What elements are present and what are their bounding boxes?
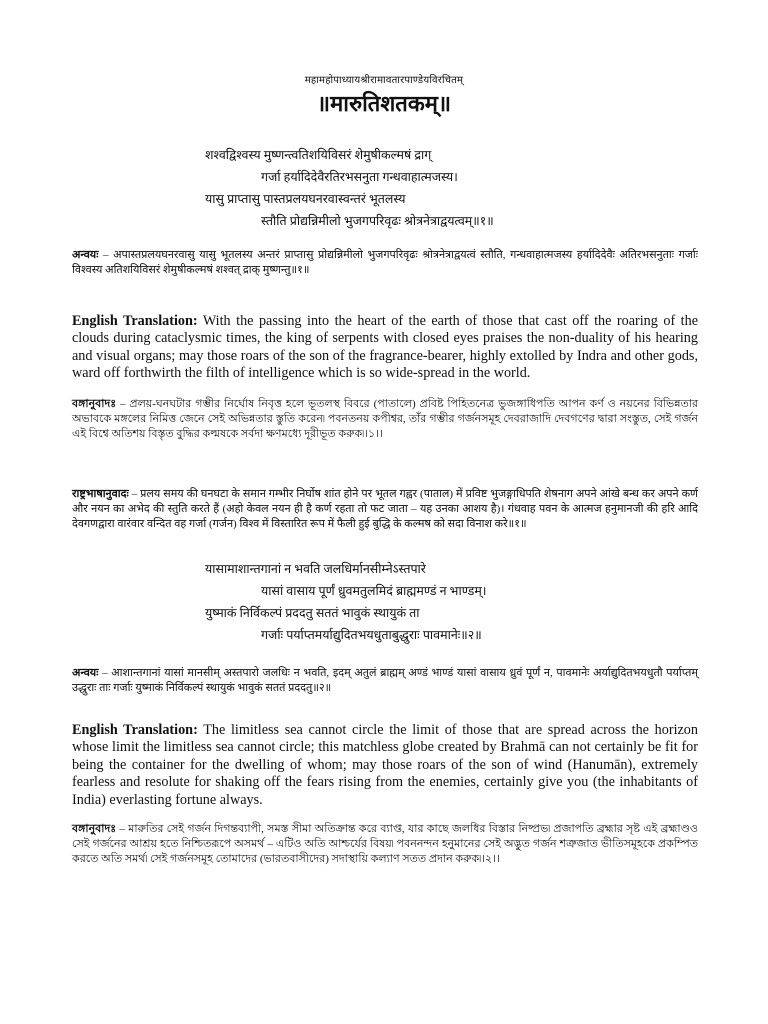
- verse-1-line-2: गर्जा हर्यादिदेवैरतिरभसनुता गन्धवाहात्मजस्य।: [261, 170, 458, 184]
- anvaya-text: – आशान्तगानां यासां मानसीम् अस्तपारो जलधिः न भवति, इदम् अतुलं ब्राह्मम् अण्डं भाण्डं यासां वासाय ध्रुवं पूर्णं न, पावमानेः अर्याद्युदितभयधुतौ पर्याप्तम् उद्धुराः ताः गर्जाः युष्माकं निर्विकल्पं स्थायुकं भावुकं सततं प्रददतु॥२॥: [72, 667, 698, 694]
- verse-2-line-1: यासामाशान्तगानां न भवति जलधिर्मानसीम्नेऽस्तपारे: [205, 562, 426, 576]
- bengali-label: বঙ্গানুবাদঃ: [72, 823, 117, 835]
- english-text: The limitless sea cannot circle the limit of those that are spread across the horizon whose limit the limitless sea cannot circle; this matchless globe created by Brahmā can not certainly be fit for being the container for the dwelling of whom; may those roars of the son of wind (Hanumān), extremely fearless and resolute for shaking off the fears rising from the enemies, certainly give you (the inhabitants of India) everlasting fortune always.: [72, 722, 698, 808]
- english-label: English Translation:: [72, 313, 198, 329]
- verse-1-anvaya: [72, 248, 698, 278]
- verse-2-bengali: [72, 822, 698, 867]
- anvaya-label: अन्वयः: [72, 249, 99, 261]
- verse-2-line-3: युष्माकं निर्विकल्पं प्रददतु सततं भावुकं स्थायुकं ता: [205, 606, 420, 620]
- author-line: महामहोपाध्यायश्रीरामावतारपाण्डेयविरचितम्: [304, 75, 464, 86]
- bengali-label: বঙ্গানুবাদঃ: [72, 398, 117, 410]
- verse-1-bengali: [72, 397, 698, 442]
- hindi-text: – प्रलय समय की घनघटा के समान गम्भीर निर्घोष शांत होने पर भूतल गह्वर (पाताल) में प्रविष्ट भुजङ्गाधिपति शेषनाग अपने आंखे बन्ध कर अपने कर्ण और नयन का अभेद की स्तुति करते हैं (अहो केवल नयन ही है कर्ण रहता तो फट जाता – यह उनका आशय है)। गंधवाह पवन के आत्मज हनुमानजी की हरि आदि देवगणद्वारा वारंवार वन्दित वह गर्जा (गर्जन) विश्व में विस्तारित रूप में फैली हुई बुद्धि के कल्मष को सदा विनाश करे॥१॥: [72, 488, 698, 530]
- verse-1-hindi: [72, 487, 698, 532]
- bengali-text: – মারুতির সেই গর্জন দিগন্তব্যাপী, সমস্ত সীমা অতিক্রান্ত করে ব্যাপ্ত, যার কাছে জলধির বিস্তার নিষ্প্রভ৷ প্রজাপতি ব্রহ্মার সৃষ্ট এই ব্রহ্মাণ্ডও সেই গর্জনের আশ্রয় হতে নিশ্চিতরূপে অসমর্থ – এটিও অতি আশ্চর্যের বিষয়৷ পবননন্দন হনুমানের সেই অদ্ভুত গর্জন শত্রুজাত ভীতিসমূহকে প্রকম্পিত করতে অতি সমর্থ৷ সেই গর্জনসমূহ তোমাদের (ভারতবাসীদের) সদাস্থায়ি কল্যাণ সতত প্রদান করুক৷।২।।: [72, 823, 698, 865]
- anvaya-label: अन्वयः: [72, 667, 99, 679]
- page-title: ॥मारुतिशतकम्॥: [316, 91, 452, 116]
- english-text: With the passing into the heart of the earth of those that cast off the roaring of the clouds during cataclysmic times, the king of serpents with closed eyes praises the non-duality of his hearing and visual organs; may those roars of the son of the fragrance-bearer, highly extolled by Indra and other gods, ward off forthwirth the filth of intelligence which is so wide-spread in the world.: [72, 313, 698, 382]
- english-label: English Translation:: [72, 722, 198, 738]
- verse-2-line-2: यासां वासाय पूर्णं ध्रुवमतुलमिदं ब्राह्ममण्डं न भाण्डम्।: [261, 584, 487, 598]
- verse-1-english: [72, 313, 698, 383]
- hindi-label: राष्ट्रभाषानुवादः: [72, 488, 129, 500]
- verse-1: [205, 144, 494, 232]
- anvaya-text: – अपास्तप्रलयघनरवासु यासु भूतलस्य अन्तरं प्राप्तासु प्रोद्यन्निमीलो भुजगपरिवृढः श्रोत्रनेत्राद्वयत्वं स्तौति, गन्धवाहात्मजस्य हर्यादिदेवैः अतिरभसनुताः गर्जाः विश्वस्य अतिशयिविसरं शेमुषीकल्मषं शश्वत् द्राक् मुष्णन्तु॥१॥: [72, 249, 698, 276]
- verse-2-line-4: गर्जाः पर्याप्तमर्याद्युदितभयधुताबुद्धुराः पावमानेः॥२॥: [261, 628, 482, 642]
- bengali-text: – প্রলয়-ঘনঘটার গম্ভীর নির্ঘোষ নিবৃত্ত হলে ভূতলস্থ বিবরে (পাতালে) প্রবিষ্ট পিহিতনেত্র ভুজঙ্গাধিপতি আপন কর্ণ ও নয়নের বিভিন্নতার অভাবকে মঙ্গলের নিমিত্ত জেনে সেই অভিন্নতার স্তুতি করেন৷ পবনতনয় কপীশ্বর, তাঁর গম্ভীর গর্জনসমূহ দেবরাজাদি দেবগণের দ্বারা সংস্তুত, সেই গর্জন এই বিশ্বে অতিশয় বিস্তৃত বুদ্ধির কল্মষকে সর্বদা ক্ষণমধ্যে দূরীভূত করুক৷।১।।: [72, 398, 698, 440]
- verse-1-line-3: यासु प्राप्तासु पास्तप्रलयघनरवास्वन्तरं भूतलस्य: [205, 192, 406, 206]
- verse-1-line-4: स्तौति प्रोद्यन्निमीलो भुजगपरिवृढः श्रोत्रनेत्राद्वयत्वम्॥१॥: [261, 214, 494, 228]
- verse-2: [205, 558, 487, 646]
- verse-2-english: [72, 722, 698, 809]
- verse-2-anvaya: [72, 666, 698, 696]
- verse-1-line-1: शश्वद्विश्वस्य मुष्णन्त्वतिशयिविसरं शेमुषीकल्मषं द्राग्: [205, 148, 432, 162]
